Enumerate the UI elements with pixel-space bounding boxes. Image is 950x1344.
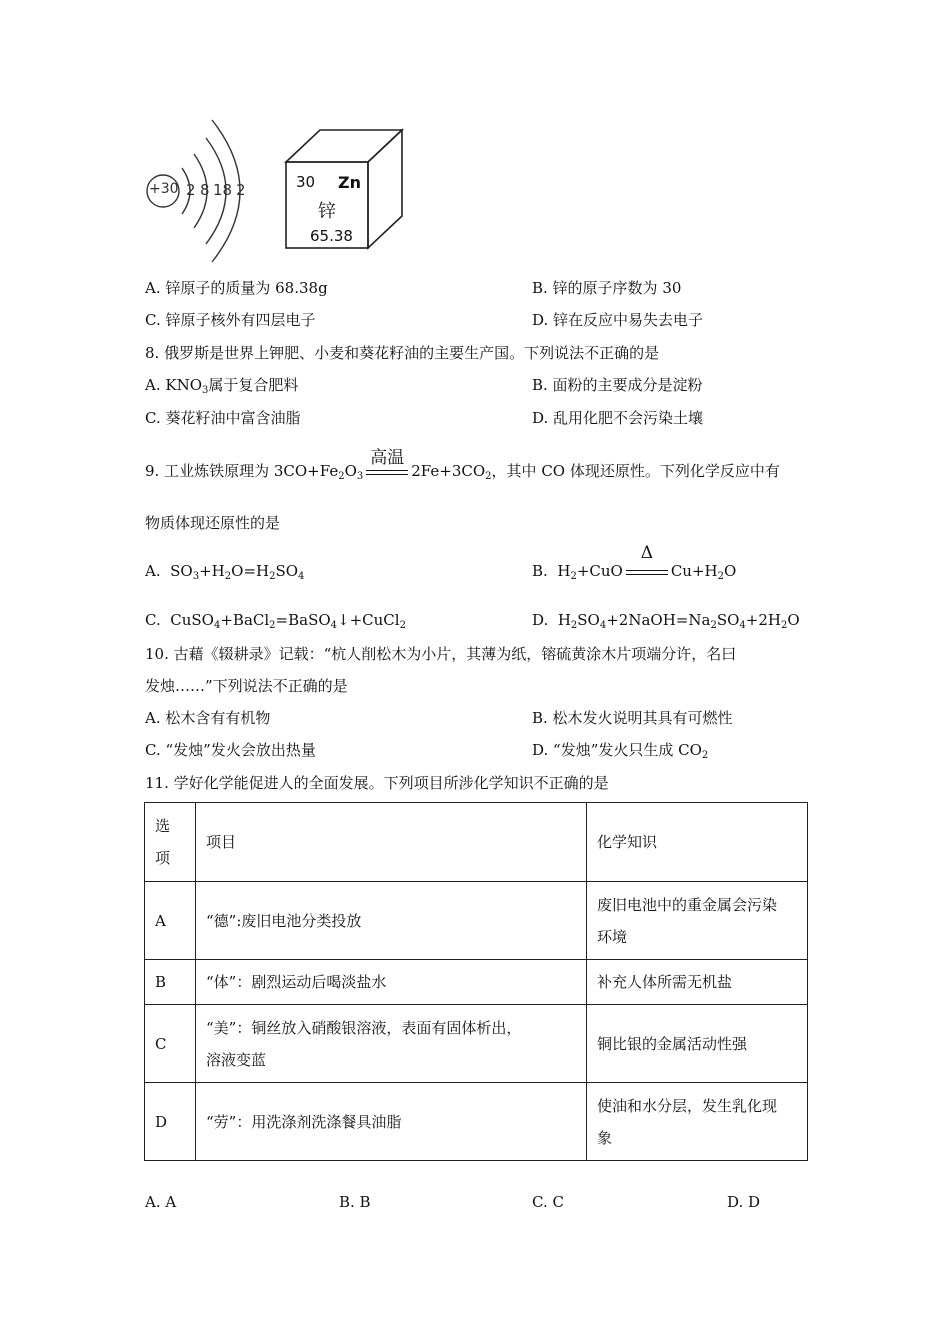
header-item-cell: 项目 [196,803,587,882]
element-atomic-number: 30 [296,173,316,191]
q11-option-c: C. C [532,1193,564,1211]
shell-count-1: 2 [186,181,196,199]
q11-option-b: B. B [339,1193,371,1211]
q7-option-c: C. 锌原子核外有四层电子 [145,311,316,329]
shell-count-3: 18 [213,181,233,199]
q10-option-b: B. 松木发火说明其具有可燃性 [532,709,733,727]
q8-option-b: B. 面粉的主要成分是淀粉 [532,376,703,394]
element-symbol: Zn [338,173,361,192]
q7-option-d: D. 锌在反应中易失去电子 [532,311,704,329]
table-row [145,960,808,1005]
table-row [145,1083,808,1161]
q9-option-a: A. $SO_3+H_2O=H_2SO_4$ [145,562,305,582]
row-item: “劳”：用洗涤剂洗涤餐具油脂 [196,1083,587,1161]
row-item: “体”：剧烈运动后喝淡盐水 [196,960,587,1005]
header-option-cell: 选 项 [145,803,196,882]
row-item: “美”：铜丝放入硝酸银溶液，表面有固体析出， 溶液变蓝 [196,1005,587,1083]
q8-option-a: A. $KNO_3$属于复合肥料 [145,376,299,396]
q7-option-a: A. 锌原子的质量为 68.38g [145,279,328,297]
row-option: C [145,1005,196,1083]
q10-stem-line1: 10. 古藉《辍耕录》记载：“杭人削松木为小片，其薄为纸，镕硫黄涂木片项端分许，名曰 [145,645,737,663]
row-knowledge: 铜比银的金属活动性强 [587,1005,808,1083]
q9-option-d: D. $H_2SO_4+2NaOH=Na_2SO_4+2H_2O$ [532,611,800,631]
row-option: D [145,1083,196,1161]
q11-table [144,802,808,1161]
q9-option-c: C. CuSO$_4$+BaCl$_2$=BaSO$_4$↓+CuCl$_2$ [145,611,406,631]
q10-option-d: D. “发烛”发火只生成 $CO_2$ [532,741,709,761]
q8-option-d: D. 乱用化肥不会污染土壤 [532,409,704,427]
q9-stem-line1: 9. 工业炼铁原理为 $3CO+Fe_2O_3$ 高温 $2Fe+3CO_2$，其中 CO 体现还原性。下列化学反应中有 [145,448,780,482]
table-row [145,1005,808,1083]
header-knowledge-cell: 化学知识 [587,803,808,882]
element-name: 锌 [318,201,336,222]
q9-option-b: B. $H_2+CuO$ Δ $Cu+H_2O$ [532,543,737,582]
q9-reaction-condition-arrow: 高温 [364,465,410,479]
nucleus-charge: +30 [149,181,179,197]
q10-option-a: A. 松木含有有机物 [145,709,271,727]
q7-option-b: B. 锌的原子序数为 30 [532,279,682,297]
q10-stem-line2: 发烛……”下列说法不正确的是 [145,677,348,695]
row-item: “德”:废旧电池分类投放 [196,882,587,960]
row-knowledge: 补充人体所需无机盐 [587,960,808,1005]
row-knowledge: 废旧电池中的重金属会污染 环境 [587,882,808,960]
q11-option-d: D. D [727,1193,761,1211]
table-header-row [145,803,808,882]
q8-stem: 8. 俄罗斯是世界上钾肥、小麦和葵花籽油的主要生产国。下列说法不正确的是 [145,344,660,362]
q9-b-heat-arrow: Δ [624,565,670,579]
shell-count-2: 8 [200,181,210,199]
row-option: B [145,960,196,1005]
shell-count-4: 2 [236,181,246,199]
row-option: A [145,882,196,960]
q8-option-c: C. 葵花籽油中富含油脂 [145,409,301,427]
element-atomic-mass: 65.38 [310,227,353,245]
q11-stem: 11. 学好化学能促进人的全面发展。下列项目所涉化学知识不正确的是 [145,774,609,792]
q10-option-c: C. “发烛”发火会放出热量 [145,741,316,759]
q11-option-a: A. A [145,1193,177,1211]
q9-stem-line2: 物质体现还原性的是 [145,514,281,532]
table-row [145,882,808,960]
row-knowledge: 使油和水分层，发生乳化现 象 [587,1083,808,1161]
